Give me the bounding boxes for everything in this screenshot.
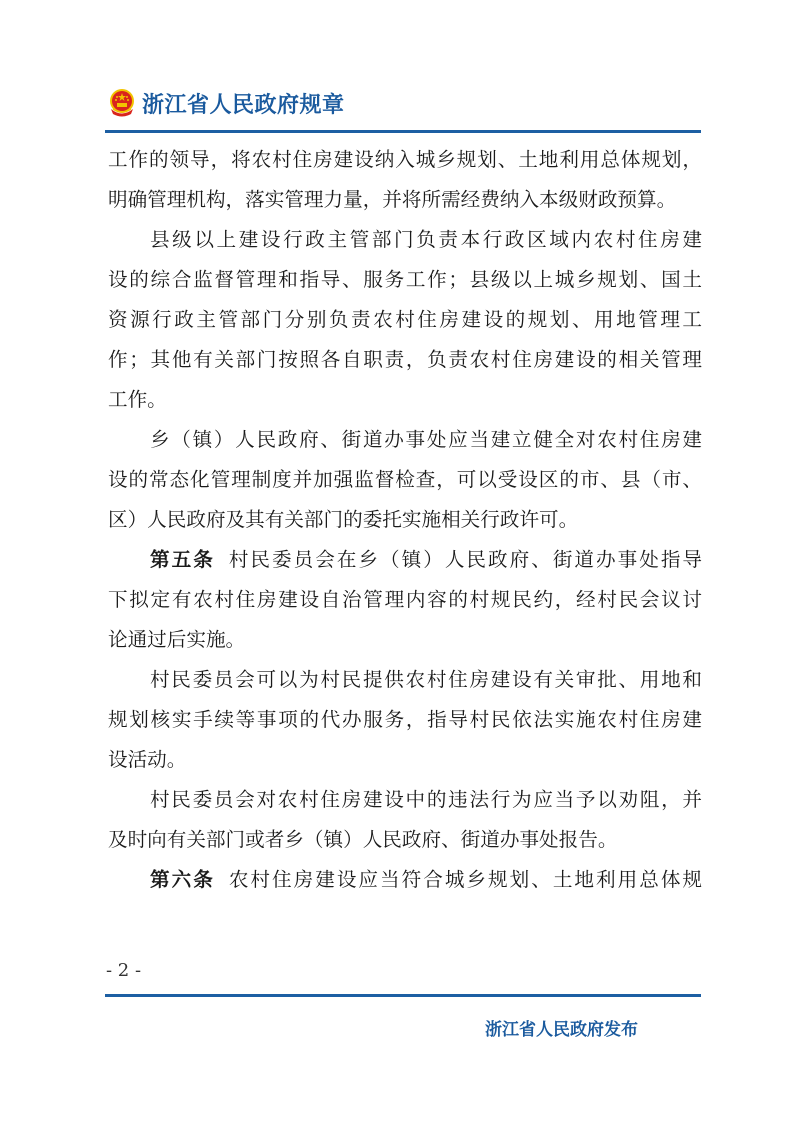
page-header	[106, 86, 345, 120]
page-number: - 2 -	[106, 960, 142, 981]
text-line	[108, 420, 702, 460]
line-text: 工作。	[108, 388, 167, 411]
line-text: 设的常态化管理制度并加强监督检查，可以受设区的市、县（市、	[108, 468, 702, 491]
footer-rule	[105, 994, 701, 997]
line-text: 规划核实手续等事项的代办服务，指导村民依法实施农村住房建	[108, 708, 702, 731]
article-line	[108, 540, 702, 580]
line-text: 论通过后实施。	[108, 628, 246, 651]
line-text: 下拟定有农村住房建设自治管理内容的村规民约，经村民会议讨	[108, 588, 702, 611]
line-text: 乡（镇）人民政府、街道办事处应当建立健全对农村住房建	[150, 428, 702, 451]
article-number: 第五条	[150, 548, 215, 571]
text-line	[108, 380, 702, 420]
line-text: 作；其他有关部门按照各自职责，负责农村住房建设的相关管理	[108, 348, 702, 371]
text-line	[108, 300, 702, 340]
line-text: 农村住房建设应当符合城乡规划、土地利用总体规	[228, 868, 703, 891]
publisher-label: 浙江省人民政府发布	[485, 1020, 638, 1040]
text-line	[108, 620, 702, 660]
text-line	[108, 700, 702, 740]
line-text: 区）人民政府及其有关部门的委托实施相关行政许可。	[108, 508, 579, 531]
text-line	[108, 820, 702, 860]
line-text: 设的综合监督管理和指导、服务工作；县级以上城乡规划、国土	[108, 268, 702, 291]
text-line	[108, 580, 702, 620]
line-text: 及时向有关部门或者乡（镇）人民政府、街道办事处报告。	[108, 828, 618, 851]
text-line	[108, 260, 702, 300]
text-line	[108, 340, 702, 380]
text-line	[108, 140, 702, 180]
article-line	[108, 860, 702, 900]
line-text: 村民委员会对农村住房建设中的违法行为应当予以劝阻，并	[150, 788, 702, 811]
text-line	[108, 660, 702, 700]
text-line	[108, 180, 702, 220]
document-body	[108, 140, 702, 900]
line-text: 工作的领导，将农村住房建设纳入城乡规划、土地利用总体规划，	[108, 148, 702, 171]
text-line	[108, 220, 702, 260]
text-line	[108, 780, 702, 820]
header-title: 浙江省人民政府规章	[142, 92, 345, 118]
article-number: 第六条	[150, 868, 215, 891]
text-line	[108, 740, 702, 780]
text-line	[108, 460, 702, 500]
line-text: 村民委员会可以为村民提供农村住房建设有关审批、用地和	[150, 668, 702, 691]
header-rule	[105, 130, 701, 133]
line-text: 县级以上建设行政主管部门负责本行政区域内农村住房建	[150, 228, 702, 251]
text-line	[108, 500, 702, 540]
line-text: 明确管理机构，落实管理力量，并将所需经费纳入本级财政预算。	[108, 188, 677, 211]
line-text: 资源行政主管部门分别负责农村住房建设的规划、用地管理工	[108, 308, 702, 331]
line-text: 设活动。	[108, 748, 187, 771]
national-emblem-icon	[106, 87, 138, 119]
line-text: 村民委员会在乡（镇）人民政府、街道办事处指导	[228, 548, 703, 571]
